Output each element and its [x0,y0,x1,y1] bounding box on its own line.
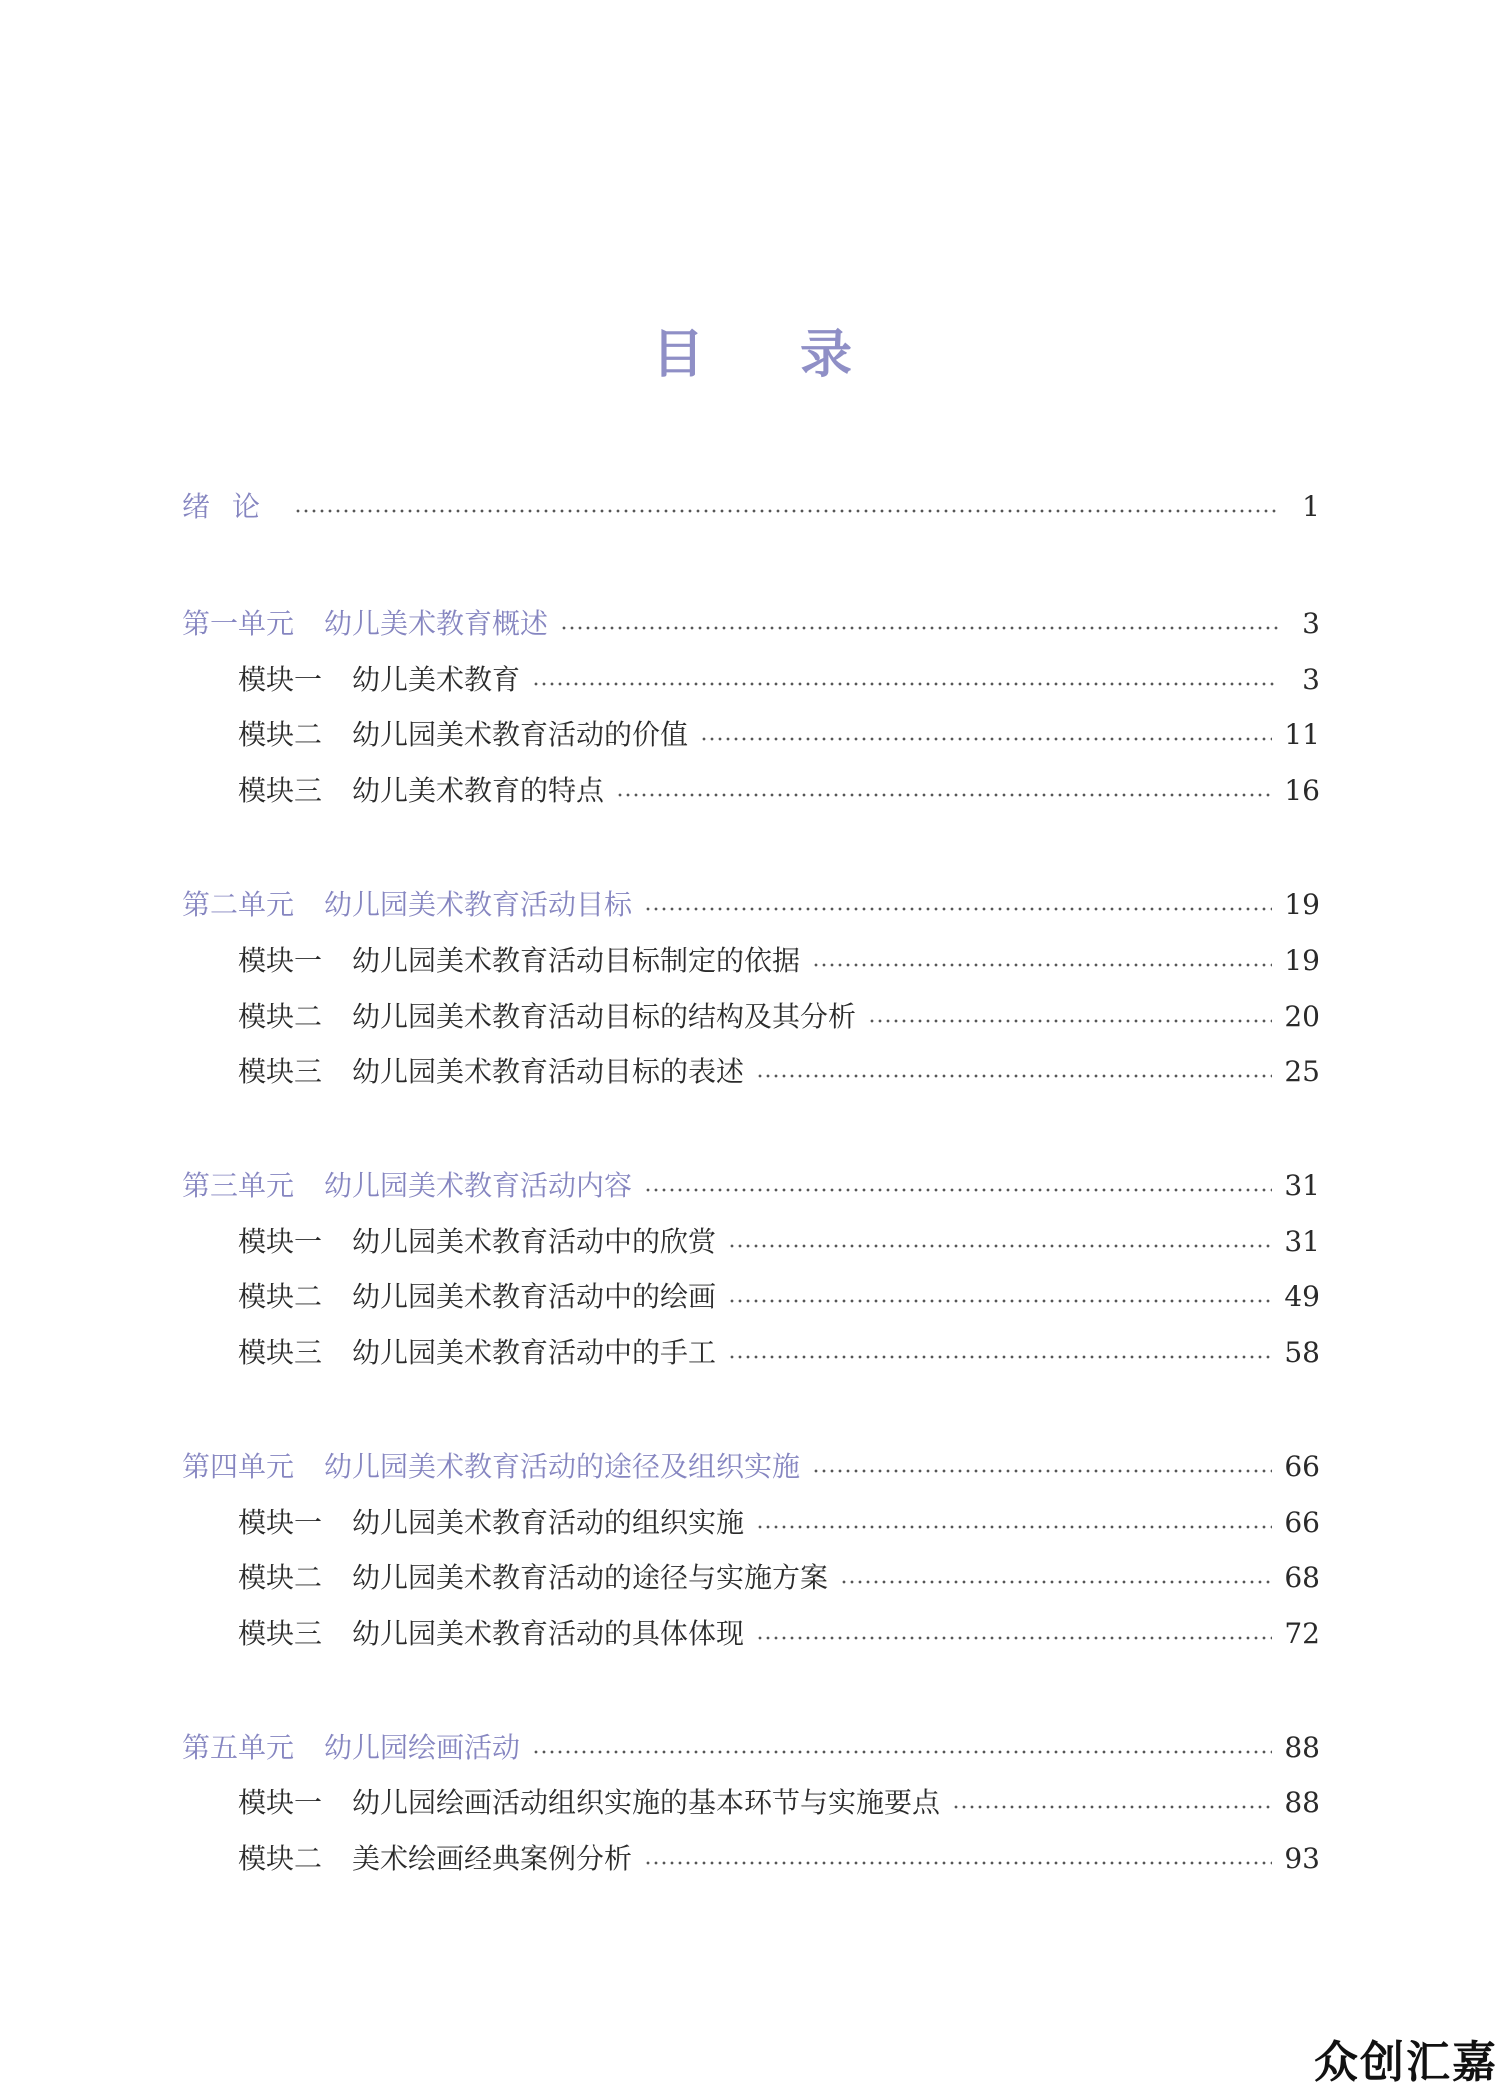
dot-leader [616,793,1272,797]
page-number: 1 [1302,490,1320,523]
page-number: 31 [1284,1169,1320,1202]
dot-leader [728,1299,1272,1303]
page-number: 49 [1284,1280,1320,1313]
watermark-logo: 众创汇嘉 [1314,2037,1498,2088]
dot-leader [728,1244,1272,1248]
toc-module[interactable] [238,1331,1320,1375]
page-number: 19 [1284,944,1320,977]
dot-leader [812,1469,1272,1473]
page-number: 25 [1284,1055,1320,1088]
dot-leader [560,626,1278,630]
toc-intro[interactable] [182,485,1320,529]
page-number: 93 [1284,1842,1320,1875]
module-number: 模块二 [238,718,323,751]
unit-title: 幼儿园绘画活动 [324,1731,521,1764]
toc-module[interactable] [238,1275,1320,1319]
dot-leader [756,1636,1272,1640]
toc-unit[interactable] [182,602,1320,646]
module-number: 模块二 [238,1000,323,1033]
module-title: 幼儿美术教育的特点 [352,774,605,807]
module-number: 模块一 [238,1225,323,1258]
page-number: 88 [1284,1731,1320,1764]
module-title: 幼儿园美术教育活动的价值 [352,718,689,751]
module-title: 幼儿园美术教育活动中的手工 [352,1336,717,1369]
toc-module[interactable] [238,1501,1320,1545]
page-number: 58 [1284,1336,1320,1369]
page-number: 31 [1284,1225,1320,1258]
toc-module[interactable] [238,769,1320,813]
module-number: 模块三 [238,1336,323,1369]
page-number: 3 [1302,607,1320,640]
toc-module[interactable] [238,1050,1320,1094]
page-number: 68 [1284,1561,1320,1594]
page-number: 88 [1284,1786,1320,1819]
toc-module[interactable] [238,1612,1320,1656]
module-title: 幼儿园美术教育活动目标的表述 [352,1055,745,1088]
module-title: 幼儿园美术教育活动中的绘画 [352,1280,717,1313]
page-number: 3 [1302,663,1320,696]
toc-unit[interactable] [182,1726,1320,1770]
unit-title: 幼儿园美术教育活动的途径及组织实施 [324,1450,801,1483]
unit-title: 幼儿园美术教育活动目标 [324,888,633,921]
toc-module[interactable] [238,939,1320,983]
module-title: 幼儿园美术教育活动的组织实施 [352,1506,745,1539]
module-title: 幼儿园美术教育活动的途径与实施方案 [352,1561,829,1594]
toc-module[interactable] [238,713,1320,757]
unit-number: 第五单元 [182,1731,295,1764]
module-title: 幼儿园美术教育活动的具体体现 [352,1617,745,1650]
dot-leader [644,907,1272,911]
dot-leader [532,1750,1272,1754]
toc-module[interactable] [238,658,1320,702]
module-title: 幼儿园美术教育活动目标的结构及其分析 [352,1000,857,1033]
dot-leader [728,1355,1272,1359]
module-number: 模块一 [238,1786,323,1819]
module-number: 模块三 [238,1617,323,1650]
unit-title: 幼儿美术教育概述 [324,607,549,640]
dot-leader [868,1019,1272,1023]
dot-leader [812,963,1272,967]
module-number: 模块二 [238,1561,323,1594]
module-title: 幼儿园美术教育活动中的欣赏 [352,1225,717,1258]
dot-leader [644,1188,1272,1192]
toc-module[interactable] [238,1556,1320,1600]
module-number: 模块三 [238,1055,323,1088]
page-number: 66 [1284,1450,1320,1483]
toc-module[interactable] [238,1220,1320,1264]
unit-number: 第四单元 [182,1450,295,1483]
dot-leader [700,737,1272,741]
dot-leader [952,1805,1272,1809]
toc-unit[interactable] [182,883,1320,927]
dot-leader [756,1074,1272,1078]
dot-leader [532,682,1278,686]
dot-leader [840,1580,1272,1584]
dot-leader [644,1861,1272,1865]
toc-unit[interactable] [182,1164,1320,1208]
page-number: 19 [1284,888,1320,921]
toc-module[interactable] [238,1837,1320,1881]
module-number: 模块一 [238,944,323,977]
unit-title: 幼儿园美术教育活动内容 [324,1169,633,1202]
page-number: 72 [1284,1617,1320,1650]
dot-leader [294,509,1278,513]
module-number: 模块一 [238,1506,323,1539]
toc-unit[interactable] [182,1445,1320,1489]
intro-label: 绪论 [182,490,283,523]
unit-number: 第一单元 [182,607,295,640]
module-number: 模块一 [238,663,323,696]
module-title: 幼儿美术教育 [352,663,521,696]
module-title: 幼儿园绘画活动组织实施的基本环节与实施要点 [352,1786,941,1819]
page-number: 20 [1284,1000,1320,1033]
dot-leader [756,1525,1272,1529]
page-number: 66 [1284,1506,1320,1539]
unit-number: 第三单元 [182,1169,295,1202]
unit-number: 第二单元 [182,888,295,921]
module-title: 幼儿园美术教育活动目标制定的依据 [352,944,801,977]
page-number: 11 [1284,718,1320,751]
module-number: 模块二 [238,1280,323,1313]
module-number: 模块二 [238,1842,323,1875]
page-title: 目录 [651,325,948,385]
toc-module[interactable] [238,995,1320,1039]
toc-module[interactable] [238,1781,1320,1825]
page-number: 16 [1284,774,1320,807]
module-title: 美术绘画经典案例分析 [352,1842,633,1875]
module-number: 模块三 [238,774,323,807]
